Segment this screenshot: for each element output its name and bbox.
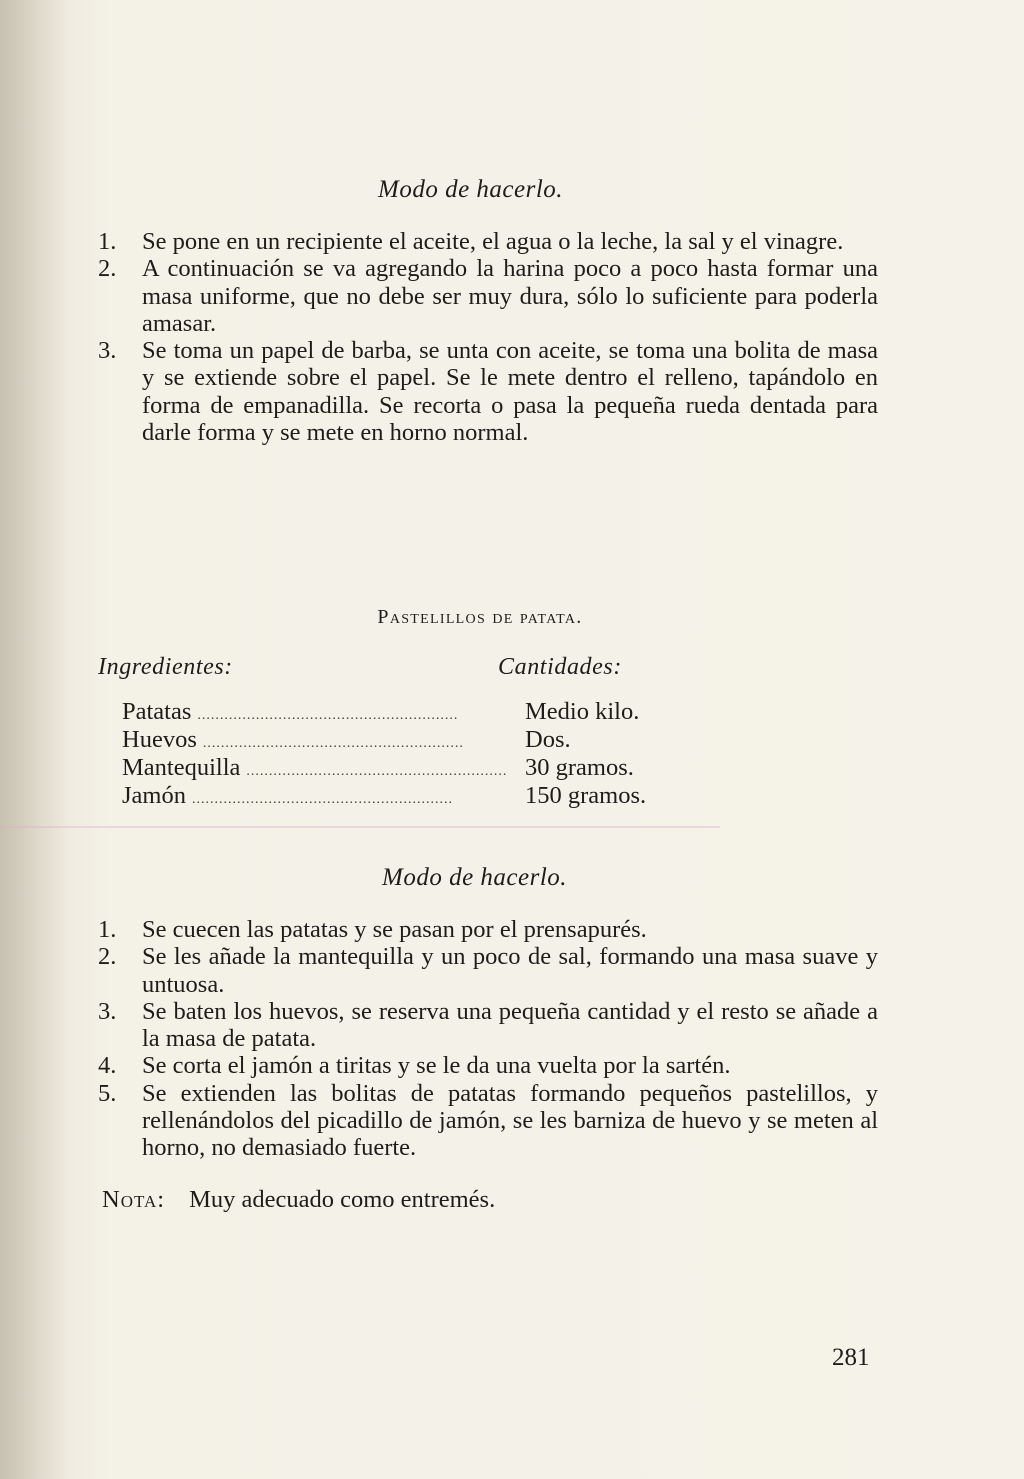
table-row xyxy=(122,726,682,754)
step-text: Se toma un papel de barba, se unta con aceite, se toma una bolita de masa y se extiende sobre el papel. Se le mete dentro el relleno, tapándolo en forma de empanadilla. Se recorta o pasa la pequeña rueda dentada para darle forma y se mete en horno normal. xyxy=(142,337,878,447)
note-text: Muy adecuado como entremés. xyxy=(189,1186,496,1213)
step-number: 1. xyxy=(98,228,117,255)
ingredient-name: Jamón xyxy=(122,782,186,809)
step-text: Se pone en un recipiente el aceite, el agua o la leche, la sal y el vinagre. xyxy=(142,228,844,255)
page-number: 281 xyxy=(832,1344,870,1371)
list-item xyxy=(98,998,878,1053)
step-number: 4. xyxy=(98,1052,117,1080)
step-text: Se corta el jamón a tiritas y se le da una vuelta por la sartén. xyxy=(142,1052,731,1080)
step-text: Se extienden las bolitas de patatas formando pequeños pastelillos, y rellenándolos del picadillo de jamón, se les barniza de huevo y se meten al horno, no demasiado fuerte. xyxy=(142,1079,878,1162)
method-steps-1 xyxy=(98,228,878,446)
step-text: A continuación se va agregando la harina poco a poco hasta formar una masa uniforme, que no debe ser muy dura, sólo lo suficiente para poderla amasar. xyxy=(142,255,878,337)
method-steps-2 xyxy=(98,916,878,1162)
list-item xyxy=(98,228,878,255)
step-text: Se cuecen las patatas y se pasan por el prensapurés. xyxy=(142,916,647,943)
step-number: 3. xyxy=(98,997,117,1025)
leader-dots: .......................................................... xyxy=(191,792,453,807)
ingredients-table xyxy=(122,698,682,810)
list-item xyxy=(98,943,878,998)
step-text: Se les añade la mantequilla y un poco de sal, formando una masa suave y untuosa. xyxy=(142,943,878,998)
step-number: 1. xyxy=(98,916,117,943)
ingredient-name: Huevos xyxy=(122,726,197,753)
recipe-title: Pastelillos de patata. xyxy=(377,606,583,628)
ingredient-name: Mantequilla xyxy=(122,754,241,781)
ingredient-quantity: 150 gramos. xyxy=(525,782,647,809)
table-row xyxy=(122,754,682,782)
ingredient-quantity: Dos. xyxy=(525,726,571,753)
method-heading-2: Modo de hacerlo. xyxy=(382,864,568,891)
leader-dots: .......................................................... xyxy=(246,764,508,779)
list-item xyxy=(98,1080,878,1162)
ingredient-quantity: 30 gramos. xyxy=(525,754,634,781)
table-row xyxy=(122,782,682,810)
note xyxy=(102,1186,495,1214)
list-item xyxy=(98,337,878,446)
list-item xyxy=(98,1052,878,1079)
page-stain xyxy=(0,826,720,828)
step-number: 2. xyxy=(98,943,117,971)
list-item xyxy=(98,255,878,337)
ingredient-name: Patatas xyxy=(122,698,192,725)
step-number: 2. xyxy=(98,255,117,283)
step-number: 5. xyxy=(98,1079,117,1107)
step-text: Se baten los huevos, se reserva una pequeña cantidad y el resto se añade a la masa de patata. xyxy=(142,997,878,1053)
list-item xyxy=(98,916,878,943)
step-number: 3. xyxy=(98,337,117,365)
leader-dots: .......................................................... xyxy=(202,736,464,751)
table-row xyxy=(122,698,682,726)
leader-dots: .......................................................... xyxy=(197,708,459,723)
method-heading-1: Modo de hacerlo. xyxy=(378,176,564,203)
ingredients-header: Ingredientes: xyxy=(98,654,233,680)
note-label: Nota: xyxy=(102,1186,166,1213)
binding-shadow xyxy=(0,0,70,1479)
ingredient-quantity: Medio kilo. xyxy=(525,698,640,725)
quantities-header: Cantidades: xyxy=(498,654,622,680)
